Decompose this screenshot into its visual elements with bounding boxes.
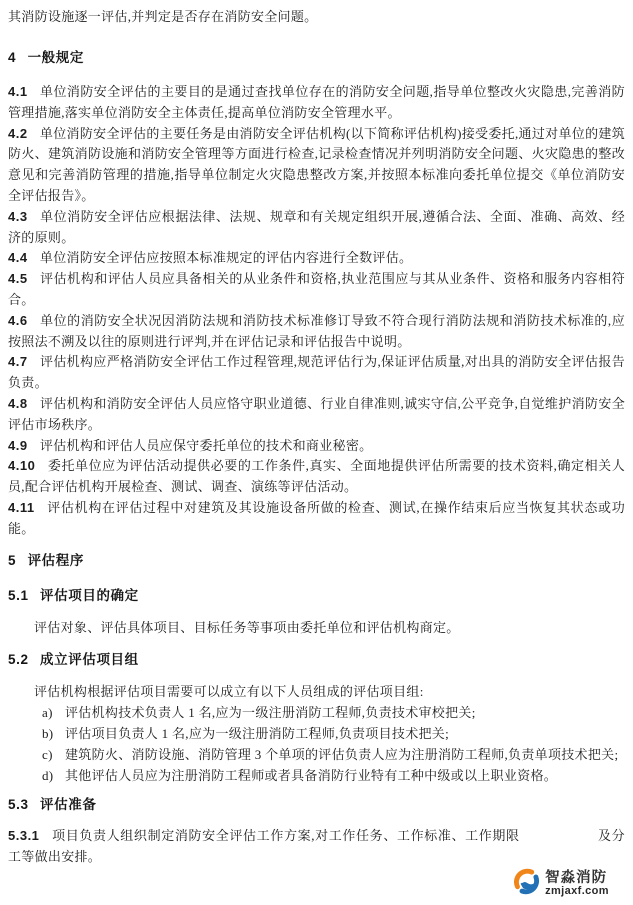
clause-text: 单位的消防安全状况因消防法规和消防技术标准修订导致不符合现行消防法规和消防技术标准的,应按照法不溯及以往的原则进行评判,并在评估记录和评估报告中说明。 — [8, 312, 625, 349]
clause-number: 4.9 — [8, 437, 28, 453]
section-4-number: 4 — [8, 50, 17, 65]
clause-number: 4.6 — [8, 312, 28, 328]
section-4-clauses — [8, 82, 625, 540]
watermark-text — [545, 871, 609, 898]
continuation-paragraph: 其消防设施逐一评估,并判定是否存在消防安全问题。 — [8, 9, 318, 24]
section-5-1-number: 5.1 — [8, 587, 29, 603]
clause-number: 4.7 — [8, 354, 28, 370]
watermark-text-gap — [520, 839, 598, 840]
section-5-3-heading — [8, 794, 625, 815]
clause-4.5 — [8, 269, 625, 311]
watermark-logo-icon — [513, 868, 540, 901]
watermark — [513, 868, 609, 901]
clause-4.7 — [8, 352, 625, 394]
section-5-number: 5 — [8, 552, 17, 568]
list-item-marker: c) — [42, 746, 53, 762]
clause-4.3 — [8, 207, 625, 249]
clause-text: 评估机构应严格消防安全评估工作过程管理,规范评估行为,保证评估质量,对出具的消防安全评估报告负责。 — [8, 354, 625, 391]
clause-4.8 — [8, 394, 625, 436]
clause-number: 4.3 — [8, 208, 28, 224]
section-5-title: 评估程序 — [27, 552, 84, 568]
clause-4.2 — [8, 124, 625, 207]
list-item-b — [8, 723, 625, 744]
project-group-intro: 评估机构根据评估项目需要可以成立有以下人员组成的评估项目组: — [34, 683, 424, 699]
clause-number: 4.5 — [8, 271, 28, 287]
section-5-3-number: 5.3 — [8, 796, 29, 812]
section-5-1-title: 评估项目的确定 — [40, 587, 139, 603]
clause-4.4 — [8, 248, 625, 269]
section-5-2-heading — [8, 649, 625, 670]
section-5-2-title: 成立评估项目组 — [40, 651, 139, 667]
watermark-domain: zmjaxf.com — [545, 885, 609, 898]
list-item-a — [8, 702, 625, 723]
section-4-heading — [8, 47, 625, 68]
clause-text: 评估机构和评估人员应具备相关的从业条件和资格,执业范围应与其从业条件、资格和服务内容相符合。 — [8, 271, 625, 307]
section-5-heading — [8, 550, 625, 571]
section-5-2-number: 5.2 — [8, 651, 29, 667]
clause-4.1 — [8, 82, 625, 124]
list-item-d — [8, 765, 625, 786]
clause-text: 单位消防安全评估应按照本标准规定的评估内容进行全数评估。 — [39, 250, 413, 266]
list-item-text: 评估项目负责人 1 名,应为一级注册消防工程师,负责项目技术把关; — [65, 725, 450, 741]
list-item-marker: b) — [42, 725, 54, 741]
clause-number: 4.4 — [8, 250, 28, 266]
clause-4.6 — [8, 311, 625, 353]
project-group-list — [8, 702, 625, 786]
section-5-1-paragraph: 评估对象、评估具体项目、目标任务等事项由委托单位和评估机构商定。 — [34, 619, 460, 635]
list-item-marker: d) — [42, 767, 54, 783]
list-item-text: 评估机构技术负责人 1 名,应为一级注册消防工程师,负责技术审校把关; — [65, 704, 476, 720]
list-item-c — [8, 744, 625, 765]
clause-text: 单位消防安全评估的主要任务是由消防安全评估机构(以下简称评估机构)接受委托,通过对单位的建筑防火、建筑消防设施和消防安全管理等方面进行检查,记录检查情况并列明消防安全问题、火灾隐患的整改意见和完善消防管理的措施,指导单位制定火灾隐患整改方案,并按照本标准向委托单位提交《单位消防安全评估报告》。 — [8, 125, 625, 203]
clause-number: 4.11 — [8, 499, 35, 515]
clause-text: 评估机构和消防安全评估人员应恪守职业道德、行业自律准则,诚实守信,公平竞争,自觉维护消防安全评估市场秩序。 — [8, 395, 625, 432]
clause-text: 委托单位应为评估活动提供必要的工作条件,真实、全面地提供评估所需要的技术资料,确定相关人员,配合评估机构开展检查、测试、调查、演练等评估活动。 — [8, 458, 625, 495]
clause-text: 单位消防安全评估应根据法律、法规、规章和有关规定组织开展,遵循合法、全面、准确、高效、经济的原则。 — [8, 208, 625, 245]
clause-5-3-1-text-before: 项目负责人组织制定消防安全评估工作方案,对工作任务、工作标准、工作期限 — [51, 827, 520, 843]
list-item-text: 建筑防火、消防设施、消防管理 3 个单项的评估负责人应为注册消防工程师,负责单项技术把关; — [65, 746, 619, 762]
clause-4.9 — [8, 436, 625, 457]
clause-5-3-1-text-after: 及分工等做出安排。 — [8, 827, 625, 864]
clause-4.11 — [8, 498, 625, 540]
section-5-3-title: 评估准备 — [40, 796, 97, 812]
clause-4.10 — [8, 456, 625, 498]
clause-number: 4.1 — [8, 84, 28, 99]
section-5-1-heading — [8, 585, 625, 606]
list-item-text: 其他评估人员应为注册消防工程师或者具备消防行业特有工种中级或以上职业资格。 — [65, 767, 558, 783]
clause-text: 评估机构在评估过程中对建筑及其设施设备所做的检查、测试,在操作结束后应当恢复其状态或功能。 — [8, 499, 625, 536]
clause-text: 评估机构和评估人员应保守委托单位的技术和商业秘密。 — [39, 437, 373, 453]
clause-5-3-1 — [8, 825, 625, 867]
clause-number: 4.2 — [8, 125, 28, 141]
clause-number: 4.10 — [8, 458, 36, 474]
list-item-marker: a) — [42, 704, 53, 720]
watermark-brand: 智淼消防 — [545, 870, 608, 887]
section-4-title: 一般规定 — [27, 50, 84, 65]
clause-text: 单位消防安全评估的主要目的是通过查找单位存在的消防安全问题,指导单位整改火灾隐患,完善消防管理措施,落实单位消防安全主体责任,提高单位消防安全管理水平。 — [8, 84, 625, 120]
clause-5-3-1-number: 5.3.1 — [8, 827, 40, 843]
clause-number: 4.8 — [8, 395, 28, 411]
